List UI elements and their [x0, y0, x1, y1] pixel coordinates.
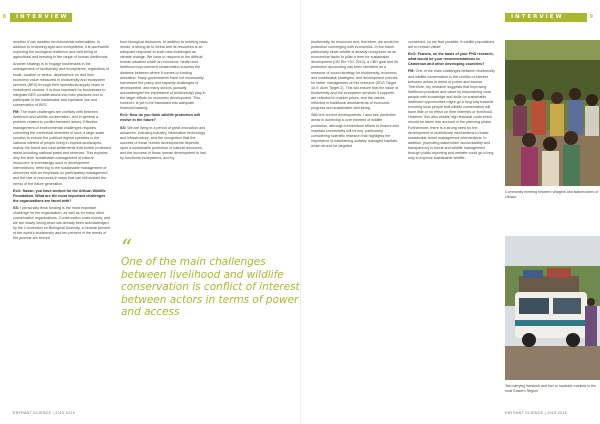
answer-text: We are living in a period of great innovation and advances, including industry, information technology and infrastructure, and the recognition that the success of those human developments depends upon a sustainable protection of natural resources, and the success of those human development is lost by functional ecosystems, and by	[120, 125, 206, 161]
answer-text: The main challenges are conflicts with between livelihood and wildlife conservation, and in general a problem related to conflict between actors. Effective management of environmental challenges requires correcting the contextual elements of such a large-scale solution to ensure the political regime operates in the national interest of people living in tropical landscapes, mainly the forest and rural settlements that border protected areas including national parks and reserves. This explains why the term 'sustainable management of natural resources' is increasingly used in development interventions, referring to the sustainable management of resources with an emphasis on participatory management and the use of resources in ways that can still sustain the needs of the future generation.	[13, 110, 111, 186]
left-section-label: INTERVIEW	[16, 14, 69, 20]
pull-quote	[121, 238, 311, 319]
left-section-band	[10, 13, 72, 22]
body-paragraph: With the current developments, I also see predictive areas in achieving a core element of wildlife protection, although tremendous efforts to ensure and maintain connectivity will be key, particularly considering scientific research that highlights the importance of maintaining suitably managed habitats, which should be targeted	[311, 113, 399, 148]
body-paragraph: Another strategy is to engage businesses in the management of biodiversity and ecosystems, regardless of scale, location or sector, dependence on and their economic value measured in biodiversity and ecosystem services (BES) through their operational supply chain or investment choices. It is thus important for businesses to integrate BES considerations into their practices and to participate in the sustainable and equitable use and conservation of BES.	[13, 62, 110, 108]
interview-answer	[13, 110, 111, 186]
body-paragraph: whether it can weather environmental externalities. In addition to reviewing agro-and ecosystems, it is worthwhile exploring the ecological resilience and well-being of agricultural and brewing in the range of human livelihoods.	[13, 40, 109, 60]
loaded-taxi-photo	[505, 236, 600, 380]
interview-answer	[408, 69, 496, 161]
community-meeting-photo	[505, 40, 600, 186]
body-paragraph: biodiversity, its resources and, therefore, we would be protection converging with economics. In the future, particularly since wildlife is already recognized as an economical factor to pillar a term for sustainable development (UN Rio +20, 2012), a CBD goal and its protection accounting has been identified as a measure of sound strategy for biodiversity, economic and sustainable strategies, and development policies for better management of this resource (SDG Target 15.9, Aichi Target 2). This will ensure that the value of biodiversity and the ecosystem services it supports are reflected in market prices, and the values reflected in traditional assessments of economic progress and sustainable well-being.	[311, 40, 399, 111]
interview-answer	[120, 126, 208, 162]
quote-mark-icon: “	[121, 236, 133, 261]
loaded-taxi-illustration	[505, 236, 600, 380]
interview-question: EcO: Sasan, you have worked for the African Wildlife Foundation. What are the most important challenges the organizations are faced with?	[13, 188, 106, 203]
body-paragraph: from biological resources. In addition to meeting basic needs, a strong tie to forest and its resources is an adequate response to such new challenges as climate change. We have to respond to the difficult human situation which an economic, health and livelihood improvement conservation success the distance between where it comes to funding allocation. Many governments have not necessarily harnessed the policy and capacity challenges of development, and many donors (actually acknowledged the importance of biodiversity) play in the larger efforts for economic development. This, however, is yet to be translated into adequate financial backing.	[120, 40, 208, 111]
speaker-initials: FM:	[13, 110, 20, 115]
body-paragraph: conserved, so we that possible, if wildlife populations are to remain viable.	[408, 40, 495, 50]
text-column-2	[120, 40, 208, 163]
text-column-1	[13, 40, 111, 244]
speaker-initials: SS:	[120, 125, 127, 130]
speaker-initials: FM:	[408, 69, 415, 74]
interview-question: EcO: Francis, on the basis of your PhD research, what would be your recommendations to Cameroon and other developing countries?	[408, 52, 494, 67]
left-page-number: 8	[3, 14, 6, 20]
page-gutter	[300, 0, 301, 424]
answer-text: I personally think funding is the most important challenge for the organization, as well as for many other conservation organizations. Conservation costs money, and we are slowly losing what has already been acknowledged by the Convention on Biological Diversity, a hectare percent of the world's biodiversity and ten percent of the needs of the poorest are served	[13, 205, 111, 241]
speaker-initials: SS:	[13, 205, 20, 210]
right-section-band	[505, 13, 587, 22]
community-meeting-illustration	[505, 40, 600, 186]
photo-caption-1: Community meeting between villagers and stakeholders of Okoloo	[505, 190, 599, 199]
text-column-4	[408, 40, 496, 163]
right-page-number: 9	[590, 14, 593, 20]
footer-right: ENTRANT SCIENCE | 2015 2016	[505, 411, 567, 415]
answer-text: One of the main challenges between biodiversity and wildlife conservation is the conflict of interest between actors in terms of power and access. Therefore, my research suggests that improving livelihood practices and value by empowering local people with knowledge and skills on sustainable livelihood opportunities might go a long way towards ensuring local people that wildlife conservation will have little or no effect on their interests or livelihood. However, this also entails high financial costs which should be taken into account in the planning phase. Furthermore, there is a strong need for the development of institutional mechanisms to foster sustainable forest management interventions. In addition, promoting stakeholder accountability and transparency in forest and wildlife management through public reporting and website could go a long way to improve sustainable wildlife.	[408, 69, 495, 161]
pull-quote-text: One of the main challenges between livelihood and wildlife conservation is conflict of interest between actors in terms of power and access	[121, 256, 300, 318]
interview-question: EcO: How do you think wildlife protection will evolve in the future?	[120, 113, 200, 123]
right-section-label: INTERVIEW	[511, 14, 564, 20]
footer-left: ENTRANT SCIENCE | 2015 2016	[13, 411, 75, 415]
interview-answer	[13, 206, 111, 242]
photo-caption-2: Taxi carrying livestock and fuel to roadside markets in the rural Eastern Region	[505, 384, 597, 393]
text-column-3	[311, 40, 399, 151]
